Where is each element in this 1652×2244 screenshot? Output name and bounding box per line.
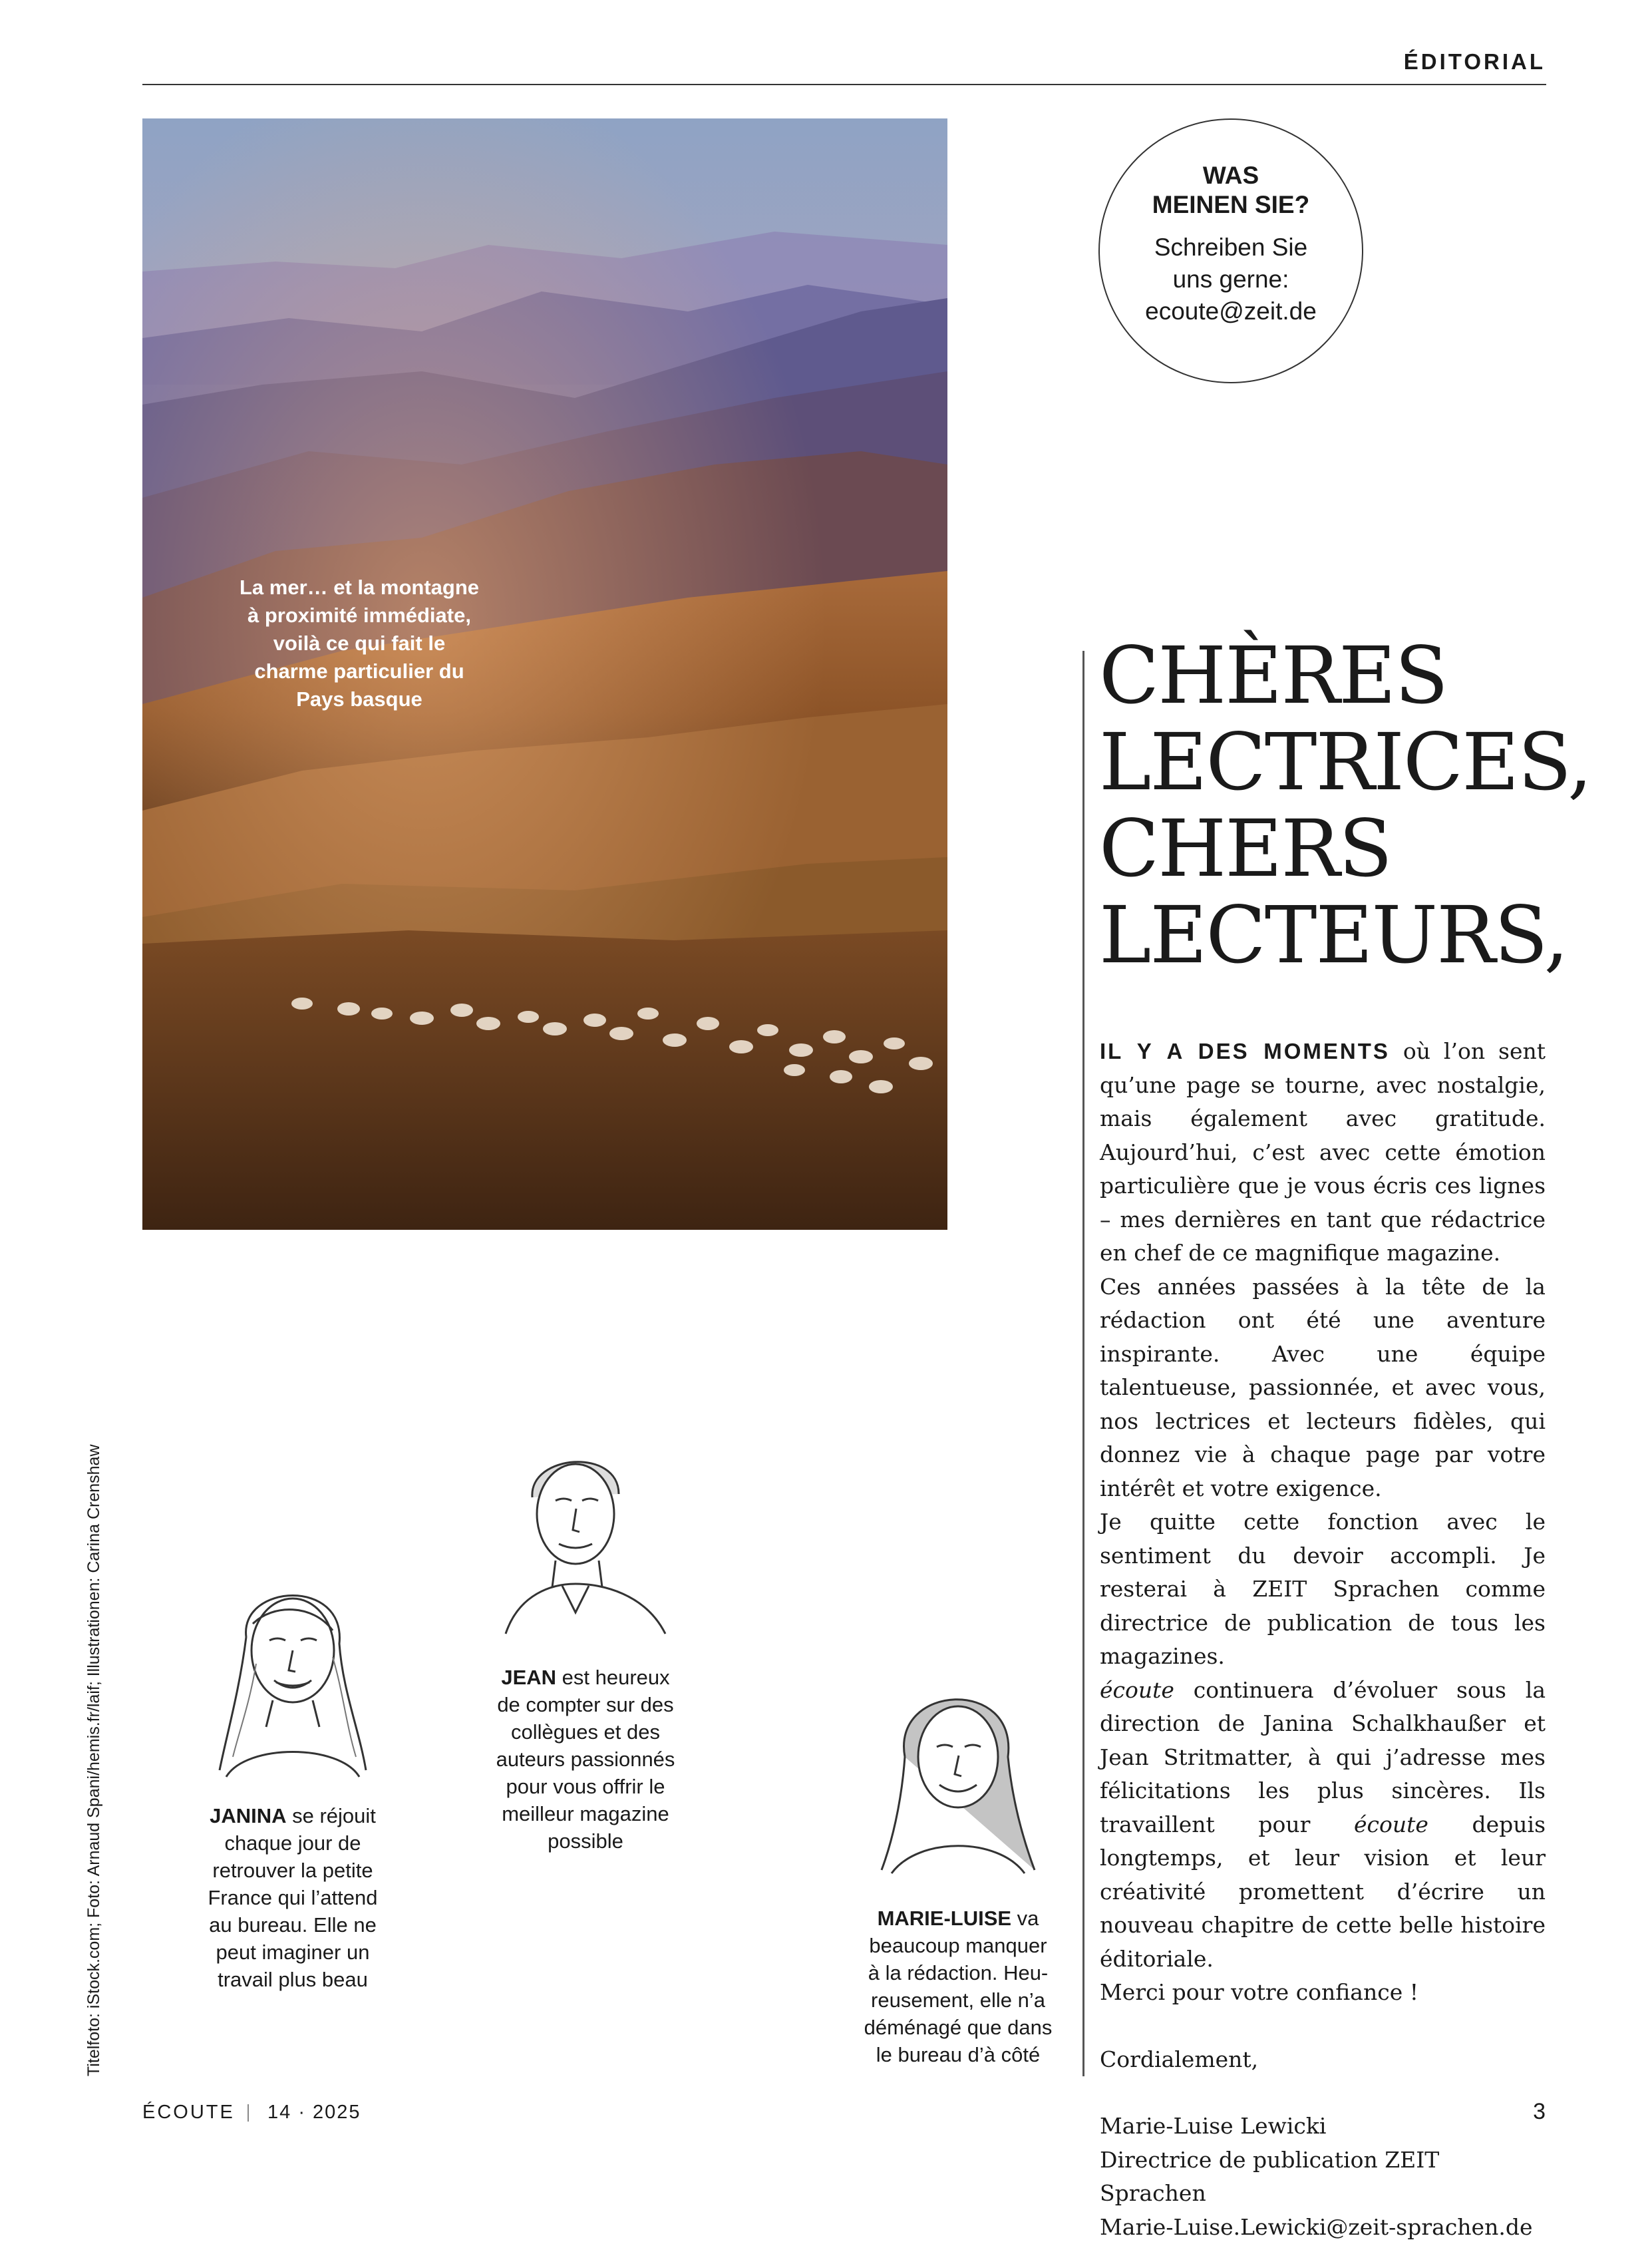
callout-contact-text: Schreiben Sie uns gerne: ecoute@zeit.de <box>1100 232 1362 327</box>
caption-janina: JANINA se réjouit chaque jour de retrouver la petite France qui l’attend au bureau. Elle ne peut imaginer un travail plus beau <box>166 1802 419 1993</box>
editorial-headline: CHÈRES LECTRICES, CHERS LECTEURS, <box>1099 632 1565 978</box>
photo-credit: Titelfoto: iStock.com; Foto: Arnaud Spani/hemis.fr/laif; Illustrationen: Carina Crenshaw <box>84 1445 104 2077</box>
paragraph-1: IL Y A DES MOMENTS où l’on sent qu’une page se tourne, avec nostalgie, mais également avec gratitude. Aujourd’hui, c’est avec cette émotion particulière que je vous écris ces lignes – mes dernières en tant que rédactrice en chef de ce magnifique magazine. <box>1100 1035 1546 1270</box>
signature-email[interactable]: Marie-Luise.Lewicki@zeit-sprachen.de <box>1100 2211 1546 2244</box>
callout-title: WAS MEINEN SIE? <box>1100 161 1362 220</box>
portrait-janina <box>200 1557 386 1783</box>
footer-magazine-name: ÉCOUTE <box>142 2102 235 2124</box>
paragraph-4: écoute continuera d’évoluer sous la direction de Janina Schalkhaußer et Jean Stritmatter, à qui j’adresse mes félicitations les plus sincères. Ils travaillent pour écoute depuis longtemps, et leur vision et leur créativité promettent d’écrire un nouveau chapitre de cette belle histoire éditoriale. <box>1100 1674 1546 1976</box>
janina-illustration <box>200 1557 386 1783</box>
lead-in: IL Y A DES MOMENTS <box>1100 1039 1390 1063</box>
caption-name: JEAN <box>501 1666 556 1689</box>
photo-caption: La mer… et la montagne à proximité immédiate, voilà ce qui fait le charme particulier du Pays basque <box>220 574 499 713</box>
spacer <box>1100 2010 1546 2043</box>
signature-title: Directrice de publication ZEIT Sprachen <box>1100 2144 1546 2211</box>
caption-jean: JEAN est heureux de compter sur des collègues et des auteurs passionnés pour vous offrir le meilleur magazine possible <box>459 1664 712 1855</box>
signature-name: Marie-Luise Lewicki <box>1100 2110 1546 2144</box>
caption-name: MARIE-LUISE <box>878 1907 1012 1930</box>
column-divider <box>1082 651 1084 2076</box>
caption-marie-luise: MARIE-LUISE va beaucoup manquer à la rédaction. Heu- reusement, elle n’a déménagé que dans le bureau d’à côté <box>835 1905 1081 2068</box>
reader-callout-circle <box>1098 118 1363 383</box>
marie-luise-illustration <box>865 1657 1051 1877</box>
paragraph-3: Je quitte cette fonction avec le sentiment du devoir accompli. Je resterai à ZEIT Sprachen comme directrice de publication de tous les magazines. <box>1100 1505 1546 1674</box>
header-divider <box>142 84 1546 85</box>
footer-issue: 14 · 2025 <box>267 2102 361 2124</box>
spacer <box>1100 2076 1546 2110</box>
portrait-marie-luise <box>865 1657 1051 1877</box>
jean-illustration <box>492 1434 672 1640</box>
paragraph-2: Ces années passées à la tête de la rédaction ont été une aventure inspirante. Avec une équipe talentueuse, passionnée, et avec vous, nos lectrices et lecteurs fidèles, qui donnez vie à chaque page par votre intérêt et votre exigence. <box>1100 1270 1546 1506</box>
editorial-body <box>1100 1035 1546 2244</box>
caption-name: JANINA <box>210 1804 286 1827</box>
page-number: 3 <box>1533 2099 1546 2125</box>
footer-separator <box>248 2104 249 2122</box>
paragraph-5: Merci pour votre confiance ! <box>1100 1976 1546 2010</box>
closing: Cordialement, <box>1100 2043 1546 2077</box>
portrait-jean <box>492 1434 672 1640</box>
section-label: ÉDITORIAL <box>1404 49 1546 75</box>
